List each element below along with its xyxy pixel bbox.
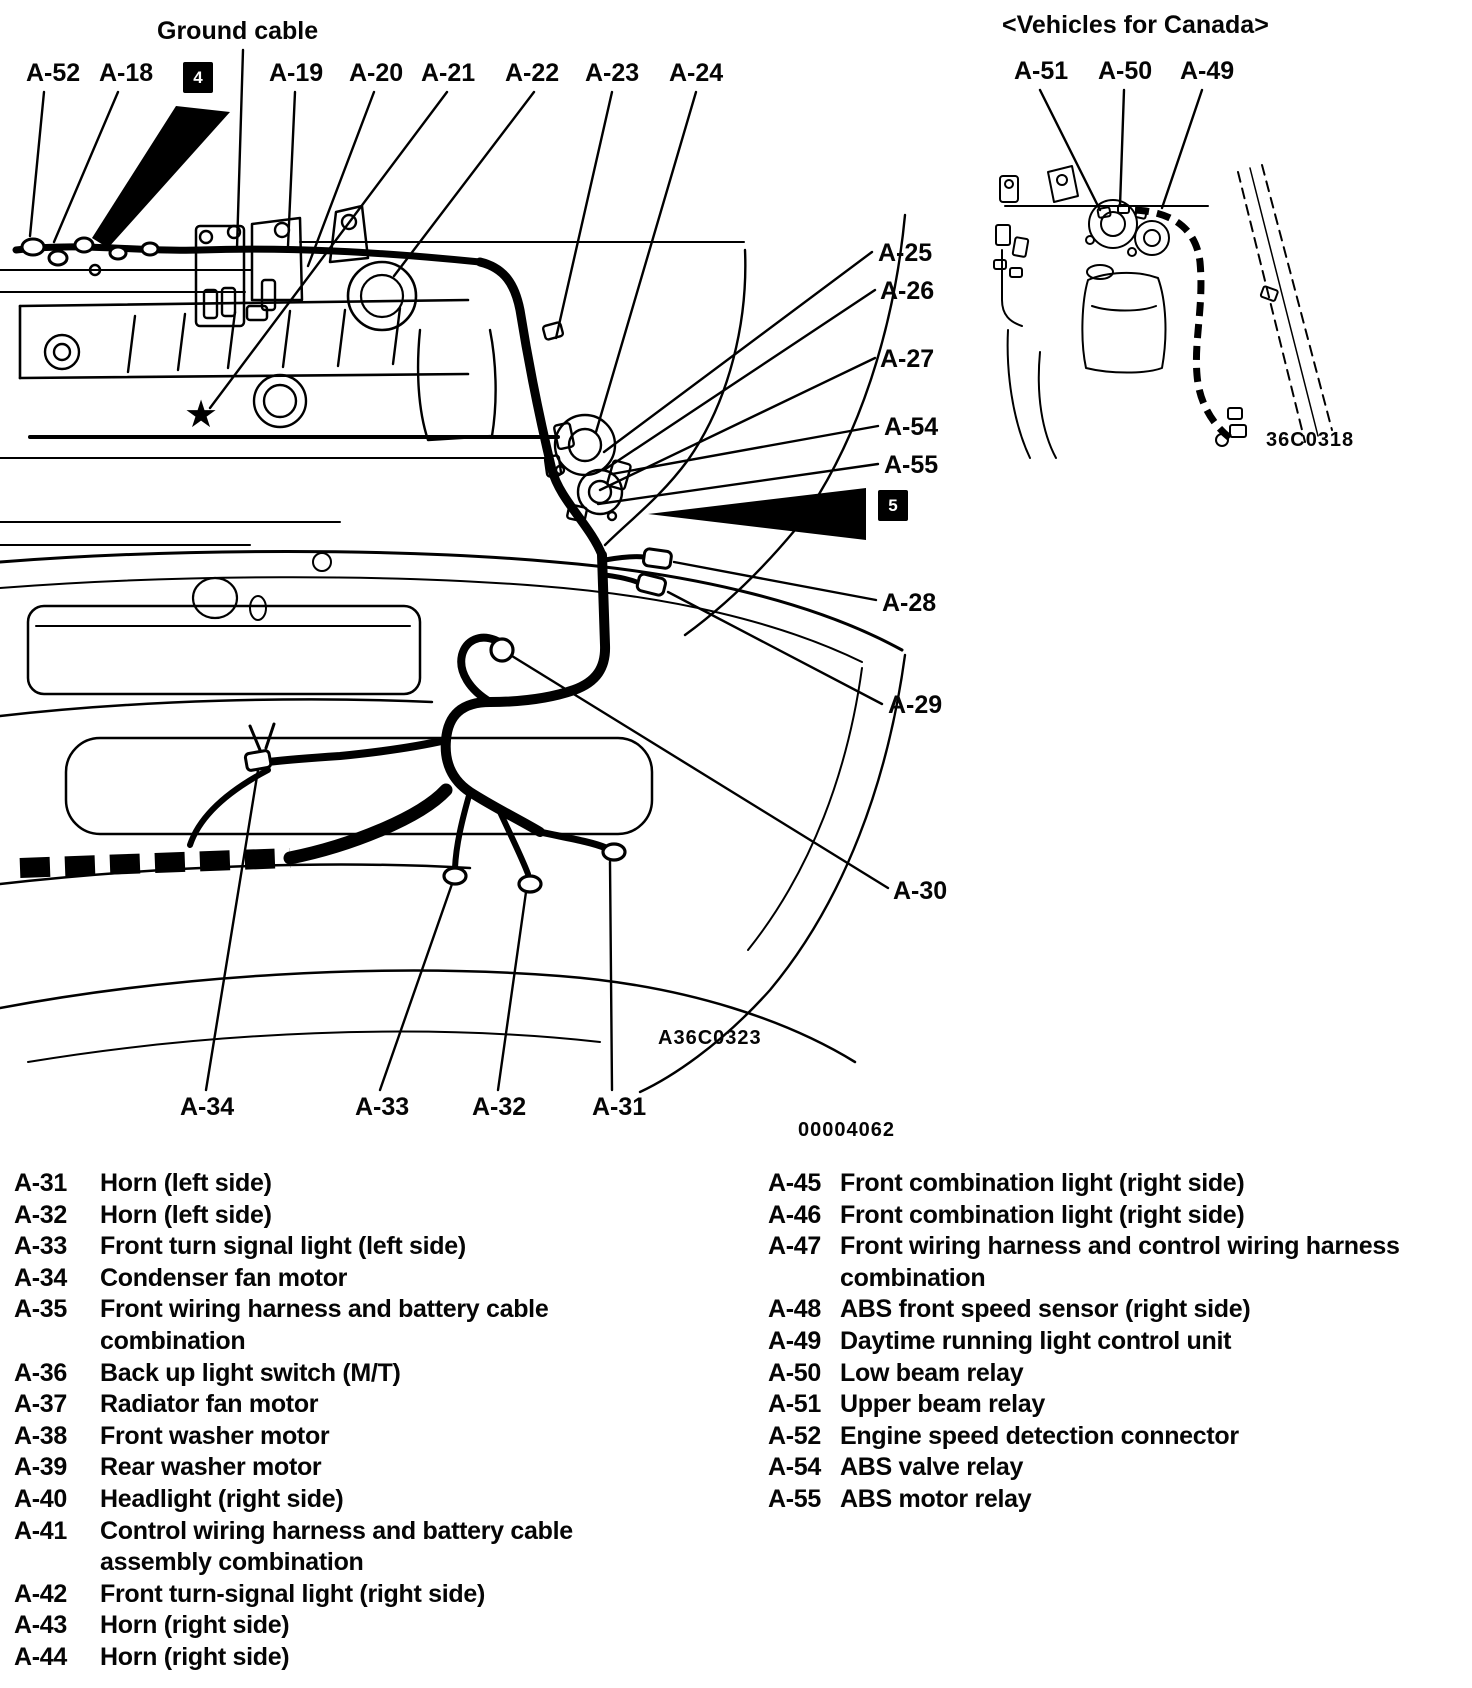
- legend-desc: Headlight (right side): [100, 1484, 344, 1513]
- legend-desc: Control wiring harness and battery cable assembly combination: [100, 1516, 573, 1577]
- callout-a18: A-18: [99, 59, 154, 87]
- legend-row: [14, 1294, 674, 1357]
- legend-row: [14, 1168, 674, 1200]
- legend-code: A-50: [768, 1358, 821, 1387]
- legend-desc: Rear washer motor: [100, 1453, 322, 1482]
- legend-desc: Front wiring harness and battery cable combination: [100, 1295, 549, 1355]
- legend-code: A-32: [14, 1200, 67, 1229]
- callout-a54: A-54: [884, 413, 939, 441]
- callout-a19: A-19: [269, 59, 324, 87]
- callout-a23: A-23: [585, 59, 640, 87]
- figure-code-document: 00004062: [798, 1119, 895, 1141]
- callout-a34: A-34: [180, 1093, 235, 1121]
- callout-a20: A-20: [349, 59, 404, 87]
- legend-code: A-31: [14, 1169, 67, 1197]
- legend-column-left: [14, 1168, 674, 1674]
- legend-row: [768, 1358, 1472, 1390]
- legend-row: [14, 1231, 674, 1263]
- figure-code-canada: 36C0318: [1266, 429, 1355, 451]
- legend-row: [14, 1579, 674, 1611]
- legend-row: [768, 1421, 1472, 1453]
- legend-code: A-37: [14, 1390, 67, 1419]
- pointer-wedge-5: [648, 488, 866, 540]
- legend-desc: ABS front speed sensor (right side): [840, 1295, 1251, 1324]
- callout-a28: A-28: [882, 589, 937, 617]
- legend-row: [14, 1389, 674, 1421]
- callout-a51: A-51: [1014, 57, 1069, 85]
- legend-code: A-34: [14, 1263, 67, 1292]
- legend-row: [14, 1200, 674, 1232]
- callout-a31: A-31: [592, 1093, 647, 1121]
- legend-desc: Horn (left side): [100, 1200, 272, 1229]
- callout-a33: A-33: [355, 1093, 410, 1121]
- legend-row: [14, 1610, 674, 1642]
- callout-a55: A-55: [884, 451, 939, 479]
- legend-desc: Front combination light (right side): [840, 1169, 1245, 1197]
- legend-code: A-49: [768, 1326, 821, 1355]
- callout-a30: A-30: [893, 877, 948, 905]
- callout-a21: A-21: [421, 59, 476, 87]
- canada-inset-title: <Vehicles for Canada>: [1002, 11, 1269, 39]
- legend-row: [768, 1168, 1472, 1200]
- legend-code: A-35: [14, 1295, 67, 1324]
- step-box-5: 5: [878, 490, 908, 521]
- legend-code: A-40: [14, 1484, 67, 1513]
- legend-row: [768, 1326, 1472, 1358]
- legend-code: A-45: [768, 1169, 821, 1197]
- legend-code: A-33: [14, 1232, 67, 1261]
- callout-a32: A-32: [472, 1093, 527, 1121]
- legend-row: [14, 1358, 674, 1390]
- legend-row: [14, 1516, 674, 1579]
- legend-desc: Daytime running light control unit: [840, 1326, 1232, 1355]
- star-marker: ★: [184, 394, 219, 436]
- legend-desc: Front wiring harness and control wiring harness combination: [840, 1232, 1400, 1292]
- legend-desc: Radiator fan motor: [100, 1390, 319, 1419]
- legend-desc: Back up light switch (M/T): [100, 1358, 401, 1387]
- legend-desc: ABS valve relay: [840, 1453, 1024, 1482]
- legend-desc: Front turn signal light (left side): [100, 1232, 466, 1261]
- legend-code: A-51: [768, 1390, 821, 1419]
- legend-row: [768, 1452, 1472, 1484]
- legend-row: [14, 1421, 674, 1453]
- legend-code: A-41: [14, 1516, 67, 1545]
- legend-desc: Front turn-signal light (right side): [100, 1579, 485, 1608]
- callout-a24: A-24: [669, 59, 724, 87]
- legend-row: [768, 1200, 1472, 1232]
- legend-row: [768, 1294, 1472, 1326]
- legend-code: A-36: [14, 1358, 67, 1387]
- legend-code: A-38: [14, 1421, 67, 1450]
- ground-cable-label: Ground cable: [157, 17, 319, 45]
- legend-desc: Upper beam relay: [840, 1390, 1046, 1419]
- legend-row: [14, 1642, 674, 1674]
- legend-desc: Horn (left side): [100, 1169, 272, 1197]
- legend-code: A-52: [768, 1421, 821, 1450]
- callout-a27: A-27: [880, 345, 935, 373]
- legend-desc: Front washer motor: [100, 1421, 330, 1450]
- legend-code: A-46: [768, 1200, 821, 1229]
- callout-a52: A-52: [26, 59, 81, 87]
- legend-code: A-48: [768, 1295, 821, 1324]
- legend-desc: Horn (right side): [100, 1611, 290, 1640]
- legend-code: A-55: [768, 1484, 821, 1513]
- main-diagram-art: [0, 206, 905, 1092]
- legend-desc: ABS motor relay: [840, 1484, 1032, 1513]
- callout-a22: A-22: [505, 59, 560, 87]
- legend-row: [768, 1389, 1472, 1421]
- figure-code-main: A36C0323: [658, 1027, 762, 1049]
- callout-a26: A-26: [880, 277, 935, 305]
- legend-column-right: [768, 1168, 1472, 1516]
- legend-row: [14, 1452, 674, 1484]
- legend-desc: Low beam relay: [840, 1358, 1024, 1387]
- step-box-4: 4: [183, 62, 213, 93]
- legend-desc: Horn (right side): [100, 1642, 290, 1671]
- legend-code: A-39: [14, 1453, 67, 1482]
- legend-desc: Engine speed detection connector: [840, 1421, 1239, 1450]
- legend-row: [768, 1484, 1472, 1516]
- legend-code: A-43: [14, 1611, 67, 1640]
- legend-code: A-54: [768, 1453, 821, 1482]
- legend-row: [768, 1231, 1472, 1294]
- legend-desc: Front combination light (right side): [840, 1200, 1245, 1229]
- legend-code: A-47: [768, 1232, 821, 1261]
- legend-code: A-44: [14, 1642, 67, 1671]
- legend-row: [14, 1263, 674, 1295]
- legend-desc: Condenser fan motor: [100, 1263, 348, 1292]
- callout-a49: A-49: [1180, 57, 1235, 85]
- callout-a25: A-25: [878, 239, 933, 267]
- legend-row: [14, 1484, 674, 1516]
- canada-inset-art: [994, 165, 1332, 458]
- callout-a50: A-50: [1098, 57, 1153, 85]
- callout-a29: A-29: [888, 691, 943, 719]
- legend-code: A-42: [14, 1579, 67, 1608]
